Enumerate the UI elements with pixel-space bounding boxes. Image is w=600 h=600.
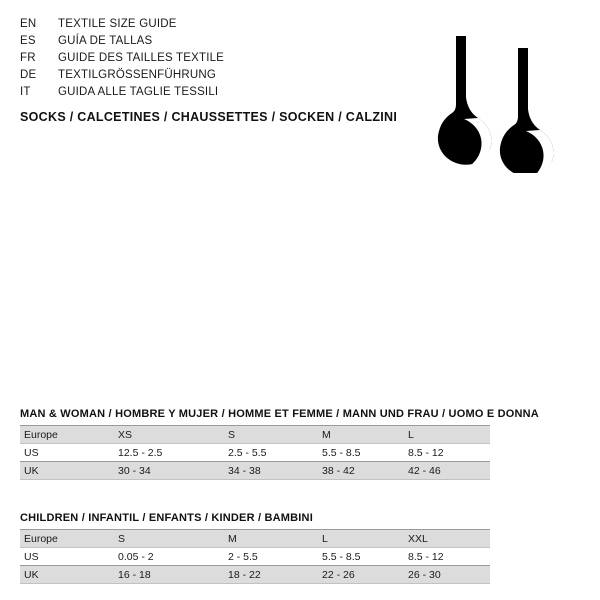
- cell-value: 8.5 - 12: [404, 444, 490, 462]
- language-code-en: EN: [20, 18, 37, 30]
- cell-size-s: S: [114, 530, 224, 548]
- cell-value: 0.05 - 2: [114, 548, 224, 566]
- cell-value: 26 - 30: [404, 566, 490, 584]
- cell-value: 5.5 - 8.5: [318, 444, 404, 462]
- cell-value: 22 - 26: [318, 566, 404, 584]
- table-section-children: [20, 512, 580, 584]
- language-row-en: [20, 16, 360, 33]
- language-list: [20, 16, 360, 101]
- cell-region-label: Europe: [20, 530, 114, 548]
- cell-value: 5.5 - 8.5: [318, 548, 404, 566]
- cell-size-m: M: [224, 530, 318, 548]
- language-text-fr: GUIDE DES TAILLES TEXTILE: [58, 52, 225, 64]
- language-text-de: TEXTILGRÖSSENFÜHRUNG: [58, 69, 216, 81]
- cell-value: 42 - 46: [404, 462, 490, 480]
- page-title: SOCKS / CALCETINES / CHAUSSETTES / SOCKEN / CALZINI: [20, 110, 398, 124]
- cell-size-xxl: XXL: [404, 530, 490, 548]
- cell-size-s: S: [224, 426, 318, 444]
- language-text-it: GUIDA ALLE TAGLIE TESSILI: [58, 86, 219, 98]
- cell-value: 8.5 - 12: [404, 548, 490, 566]
- cell-region-label: UK: [20, 462, 114, 480]
- cell-value: 34 - 38: [224, 462, 318, 480]
- cell-value: 12.5 - 2.5: [114, 444, 224, 462]
- language-text-es: GUÍA DE TALLAS: [58, 35, 153, 47]
- table-caption-man-woman: MAN & WOMAN / HOMBRE Y MUJER / HOMME ET FEMME / MANN UND FRAU / UOMO E DONNA: [20, 408, 539, 420]
- table-row: [20, 530, 490, 548]
- table-row: [20, 548, 490, 566]
- table-section-man-woman: [20, 408, 580, 480]
- cell-value: 2 - 5.5: [224, 548, 318, 566]
- language-row-es: [20, 33, 360, 50]
- cell-size-m: M: [318, 426, 404, 444]
- language-code-fr: FR: [20, 52, 36, 64]
- cell-size-xs: XS: [114, 426, 224, 444]
- table-caption-children: CHILDREN / INFANTIL / ENFANTS / KINDER / BAMBINI: [20, 512, 313, 524]
- language-code-es: ES: [20, 35, 36, 47]
- language-code-de: DE: [20, 69, 37, 81]
- language-code-it: IT: [20, 86, 31, 98]
- cell-value: 38 - 42: [318, 462, 404, 480]
- size-table-children: [20, 529, 490, 584]
- language-text-en: TEXTILE SIZE GUIDE: [58, 18, 177, 30]
- table-row: [20, 444, 490, 462]
- language-row-fr: [20, 50, 360, 67]
- cell-value: 2.5 - 5.5: [224, 444, 318, 462]
- cell-size-l: L: [318, 530, 404, 548]
- cell-region-label: US: [20, 548, 114, 566]
- cell-value: 16 - 18: [114, 566, 224, 584]
- cell-size-l: L: [404, 426, 490, 444]
- cell-value: 30 - 34: [114, 462, 224, 480]
- language-row-de: [20, 67, 360, 84]
- table-row: [20, 462, 490, 480]
- table-row: [20, 426, 490, 444]
- cell-region-label: Europe: [20, 426, 114, 444]
- cell-region-label: UK: [20, 566, 114, 584]
- table-row: [20, 566, 490, 584]
- socks-illustration: [408, 18, 578, 173]
- language-row-it: [20, 84, 360, 101]
- cell-value: 18 - 22: [224, 566, 318, 584]
- size-table-man-woman: [20, 425, 490, 480]
- cell-region-label: US: [20, 444, 114, 462]
